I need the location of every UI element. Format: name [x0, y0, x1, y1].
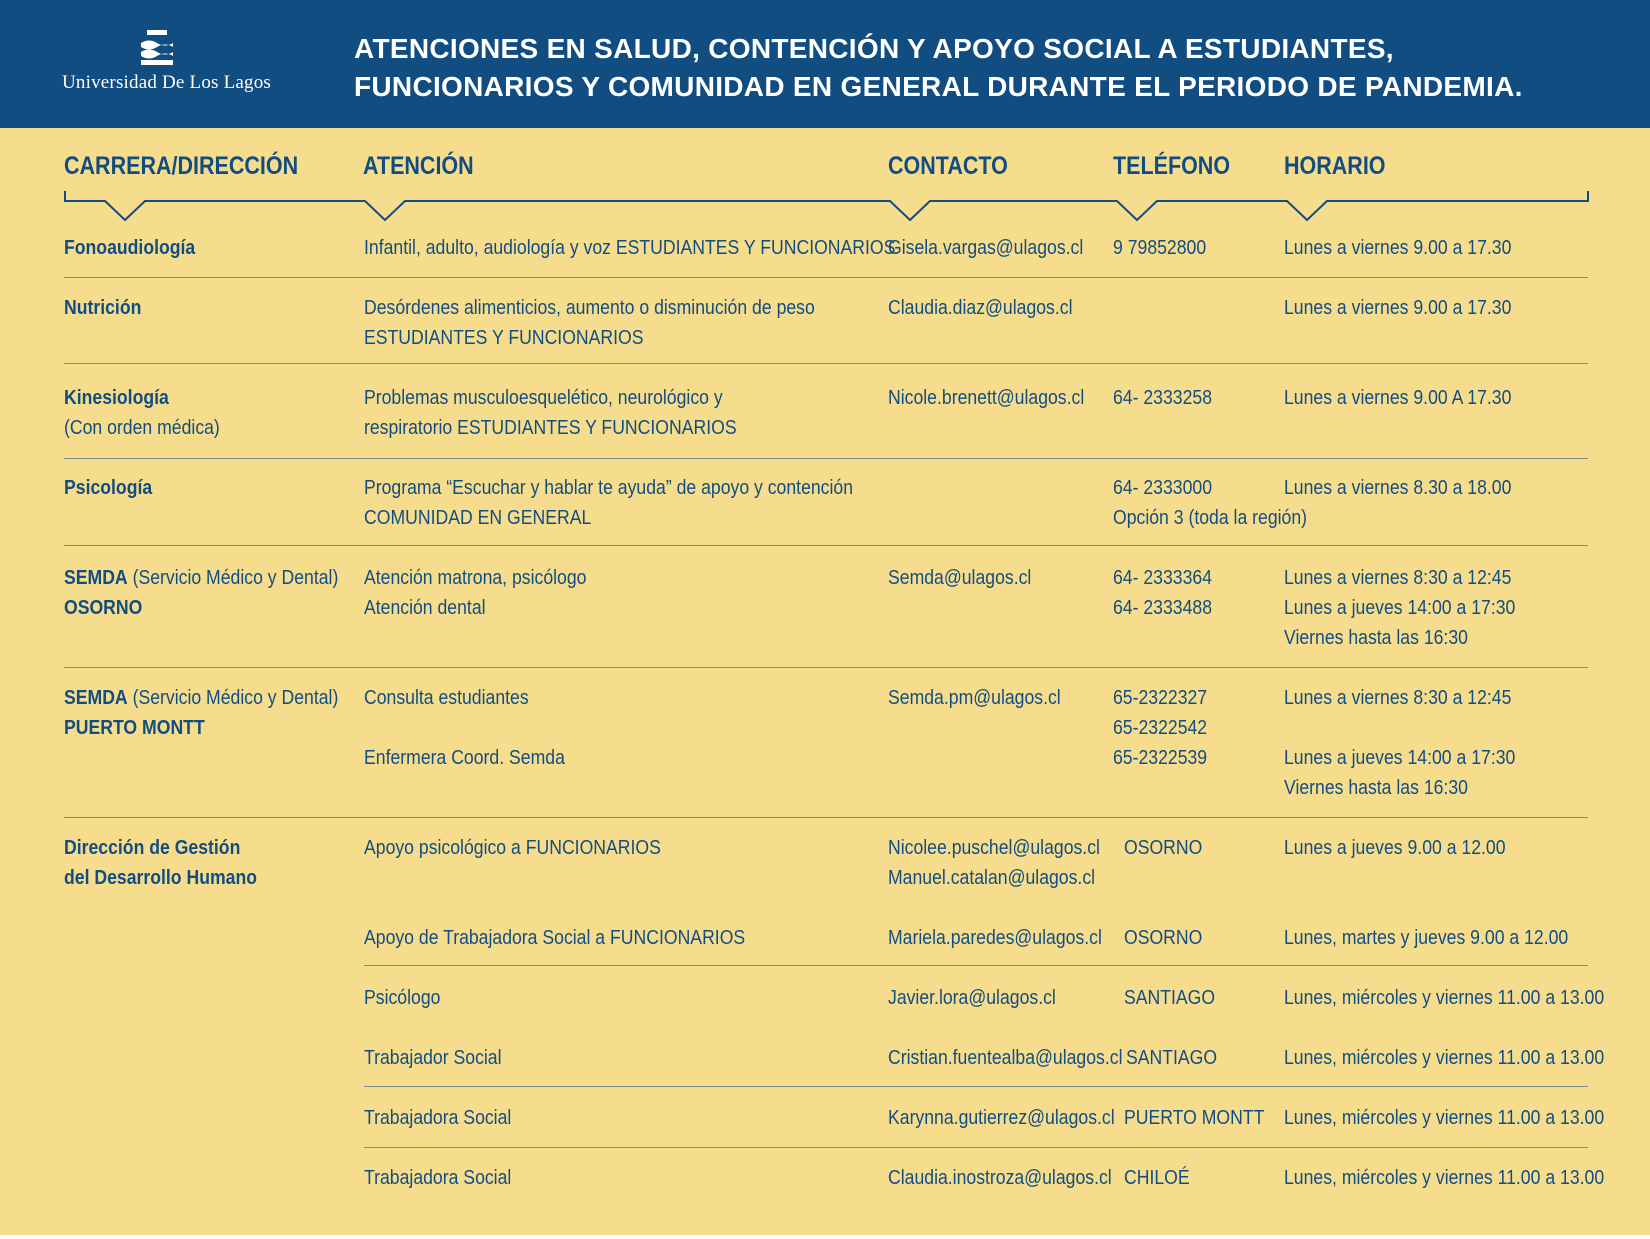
dgdh-entry-atencion: Trabajadora Social	[364, 1106, 512, 1129]
page-title	[354, 30, 1644, 106]
row-kine-name: Kinesiología	[64, 386, 169, 409]
dgdh-entry-contacto[interactable]: Cristian.fuentealba@ulagos.cl	[888, 1046, 1123, 1069]
row-kine-atencion-2: respiratorio ESTUDIANTES Y FUNCIONARIOS	[364, 416, 737, 439]
row-semda-pm-horario-2: Lunes a jueves 14:00 a 17:30	[1284, 746, 1516, 769]
dgdh-entry-horario: Lunes, miércoles y viernes 11.00 a 13.00	[1284, 1166, 1605, 1189]
dgdh-entry-horario: Lunes, miércoles y viernes 11.00 a 13.00	[1284, 1046, 1605, 1069]
row-semda-osorno-telefono-1: 64- 2333364	[1113, 566, 1213, 589]
row-fono-contacto[interactable]: Gisela.vargas@ulagos.cl	[888, 236, 1084, 259]
dgdh-entry-horario: Lunes, miércoles y viernes 11.00 a 13.00	[1284, 1106, 1605, 1129]
row-nutri-name: Nutrición	[64, 296, 142, 319]
dgdh-entry-contacto[interactable]: Javier.lora@ulagos.cl	[888, 986, 1056, 1009]
dgdh-entry-sede: OSORNO	[1124, 926, 1203, 949]
dgdh-entry-sede: PUERTO MONTT	[1124, 1106, 1265, 1129]
dgdh-entry-sede: SANTIAGO	[1124, 986, 1216, 1009]
row-kine-atencion-1: Problemas musculoesquelético, neurológico y	[364, 386, 723, 409]
dgdh-entry-contacto[interactable]: Nicolee.puschel@ulagos.cl	[888, 836, 1100, 859]
row-dgdh-name-2: del Desarrollo Humano	[64, 866, 258, 889]
dgdh-entry-horario: Lunes, martes y jueves 9.00 a 12.00	[1284, 926, 1569, 949]
column-header-atencion: ATENCIÓN	[363, 152, 474, 180]
dgdh-entry-sede: OSORNO	[1124, 836, 1203, 859]
dgdh-entry-atencion: Trabajadora Social	[364, 1166, 512, 1189]
row-semda-pm-atencion-1: Consulta estudiantes	[364, 686, 529, 709]
row-divider	[64, 545, 1588, 546]
row-fono-horario: Lunes a viernes 9.00 a 17.30	[1284, 236, 1512, 259]
dgdh-entry-atencion: Apoyo de Trabajadora Social a FUNCIONARIOS	[364, 926, 746, 949]
row-psico-horario: Lunes a viernes 8.30 a 18.00	[1284, 476, 1512, 499]
header-banner	[0, 0, 1650, 128]
row-semda-pm-horario-3: Viernes hasta las 16:30	[1284, 776, 1468, 799]
university-logo	[62, 28, 272, 94]
row-divider	[64, 277, 1588, 278]
header-bracket-line	[0, 190, 1650, 225]
row-divider	[64, 363, 1588, 364]
row-psico-telefono-2: Opción 3 (toda la región)	[1113, 506, 1308, 529]
row-kine-sub: (Con orden médica)	[64, 416, 220, 439]
row-nutri-contacto[interactable]: Claudia.diaz@ulagos.cl	[888, 296, 1073, 319]
title-line-2: FUNCIONARIOS Y COMUNIDAD EN GENERAL DURANTE EL PERIODO DE PANDEMIA.	[354, 71, 1523, 102]
dgdh-entry-sede: SANTIAGO	[1126, 1046, 1218, 1069]
row-semda-osorno-telefono-2: 64- 2333488	[1113, 596, 1213, 619]
row-nutri-horario: Lunes a viernes 9.00 a 17.30	[1284, 296, 1512, 319]
row-divider	[64, 817, 1588, 818]
dgdh-entry-horario: Lunes, miércoles y viernes 11.00 a 13.00	[1284, 986, 1605, 1009]
row-kine-horario: Lunes a viernes 9.00 A 17.30	[1284, 386, 1512, 409]
row-semda-pm-telefono-1: 65-2322327	[1113, 686, 1208, 709]
wave-logo-icon	[138, 28, 176, 66]
row-divider	[364, 1147, 1588, 1148]
dgdh-entry-atencion: Apoyo psicológico a FUNCIONARIOS	[364, 836, 661, 859]
bottom-edge	[0, 1235, 1650, 1239]
row-divider	[364, 965, 1588, 966]
row-psico-atencion-2: COMUNIDAD EN GENERAL	[364, 506, 592, 529]
row-psico-telefono-1: 64- 2333000	[1113, 476, 1213, 499]
column-header-carrera: CARRERA/DIRECCIÓN	[64, 152, 299, 180]
row-semda-pm-telefono-3: 65-2322539	[1113, 746, 1208, 769]
column-header-horario: HORARIO	[1284, 152, 1386, 180]
dgdh-entry-horario: Lunes a jueves 9.00 a 12.00	[1284, 836, 1506, 859]
column-header-telefono: TELÉFONO	[1113, 152, 1231, 180]
row-semda-osorno-contacto[interactable]: Semda@ulagos.cl	[888, 566, 1032, 589]
dgdh-entry-atencion: Psicólogo	[364, 986, 441, 1009]
dgdh-entry-contacto[interactable]: Karynna.gutierrez@ulagos.cl	[888, 1106, 1115, 1129]
dgdh-entry-contacto[interactable]: Mariela.paredes@ulagos.cl	[888, 926, 1102, 949]
row-semda-osorno-horario-3: Viernes hasta las 16:30	[1284, 626, 1468, 649]
row-fono-atencion: Infantil, adulto, audiología y voz ESTUDIANTES Y FUNCIONARIOS	[364, 236, 896, 259]
row-kine-telefono: 64- 2333258	[1113, 386, 1213, 409]
row-semda-osorno-horario-1: Lunes a viernes 8:30 a 12:45	[1284, 566, 1512, 589]
dgdh-entry-contacto[interactable]: Claudia.inostroza@ulagos.cl	[888, 1166, 1112, 1189]
row-dgdh-name-1: Dirección de Gestión	[64, 836, 241, 859]
dgdh-entry-sede: CHILOÉ	[1124, 1166, 1190, 1189]
row-semda-osorno-atencion-2: Atención dental	[364, 596, 486, 619]
row-fono-telefono: 9 79852800	[1113, 236, 1207, 259]
dgdh-entry-contacto[interactable]: Manuel.catalan@ulagos.cl	[888, 866, 1096, 889]
row-nutri-atencion-1: Desórdenes alimenticios, aumento o disminución de peso	[364, 296, 815, 319]
row-semda-osorno-horario-2: Lunes a jueves 14:00 a 17:30	[1284, 596, 1516, 619]
row-semda-osorno-name: SEMDA (Servicio Médico y Dental)	[64, 566, 339, 589]
column-header-contacto: CONTACTO	[888, 152, 1008, 180]
title-line-1: ATENCIONES EN SALUD, CONTENCIÓN Y APOYO SOCIAL A ESTUDIANTES,	[354, 33, 1394, 64]
row-nutri-atencion-2: ESTUDIANTES Y FUNCIONARIOS	[364, 326, 644, 349]
row-semda-pm-telefono-2: 65-2322542	[1113, 716, 1208, 739]
row-semda-osorno-city: OSORNO	[64, 596, 143, 619]
university-name: Universidad De Los Lagos	[62, 72, 272, 93]
row-psico-atencion-1: Programa “Escuchar y hablar te ayuda” de apoyo y contención	[364, 476, 854, 499]
row-divider	[64, 667, 1588, 668]
row-semda-pm-name: SEMDA (Servicio Médico y Dental)	[64, 686, 339, 709]
row-kine-contacto[interactable]: Nicole.brenett@ulagos.cl	[888, 386, 1085, 409]
row-divider	[364, 1086, 1588, 1087]
row-semda-pm-atencion-2: Enfermera Coord. Semda	[364, 746, 565, 769]
dgdh-entry-atencion: Trabajador Social	[364, 1046, 502, 1069]
row-semda-pm-contacto[interactable]: Semda.pm@ulagos.cl	[888, 686, 1061, 709]
row-semda-osorno-atencion-1: Atención matrona, psicólogo	[364, 566, 587, 589]
row-semda-pm-horario-1: Lunes a viernes 8:30 a 12:45	[1284, 686, 1512, 709]
row-semda-pm-city: PUERTO MONTT	[64, 716, 205, 739]
row-fono-name: Fonoaudiología	[64, 236, 196, 259]
row-divider	[64, 458, 1588, 459]
row-psico-name: Psicología	[64, 476, 153, 499]
